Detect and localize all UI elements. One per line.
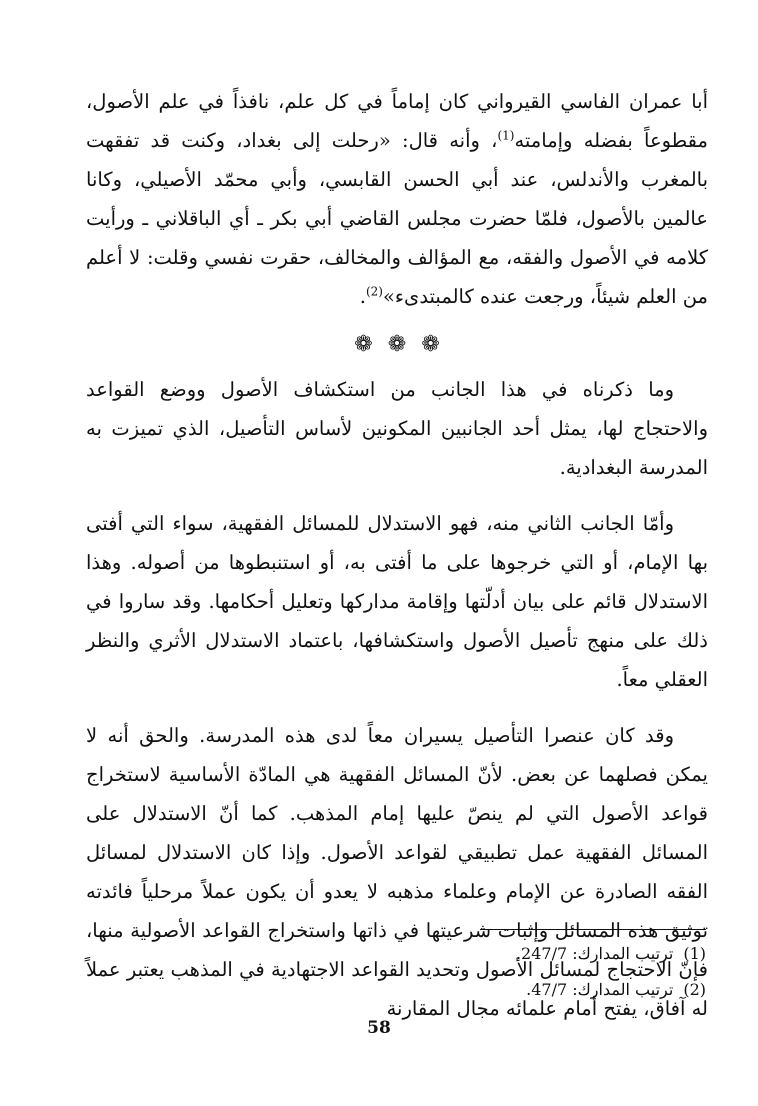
footnote-divider	[480, 929, 706, 930]
paragraph-continuation	[86, 82, 708, 316]
section-separator	[86, 320, 708, 370]
footnote-1-text: ترتيب المدارك: 247/7.	[515, 944, 674, 963]
paragraph-1-text-start: أبا عمران الفاسي القيرواني كان إماماً في كل علم، نافذاً في علم الأصول، مقطوعاً بفضله وإمامته	[86, 90, 708, 152]
paragraph-4: وقد كان عنصرا التأصيل يسيران معاً لدى هذه المدرسة. والحق أنه لا يمكن فصلهما عن بعض. لأنّ المسائل الفقهية هي المادّة الأساسية لاستخراج قواعد الأصول التي لم ينصّ عليها إمام المذهب. كما أنّ الاستدلال على المسائل الفقهية عمل تطبيقي لقواعد الأصول. وإذا كان الاستدلال لمسائل الفقه الصادرة عن الإمام وعلماء مذهبه لا يعدو أن يكون عملاً مرحلياً فائدته توثيق هذه المسائل وإثبات شرعيتها في ذاتها واستخراج القواعد الأصولية منها، فإنّ الاحتجاج لمسائل الأصول وتحديد القواعد الاجتهادية في المذهب يعتبر عملاً له آفاق، يفتح أمام علمائه مجال المقارنة	[86, 724, 708, 1020]
page-body	[86, 82, 708, 1028]
footnote-reference-1[interactable]: (1)	[497, 128, 515, 143]
paragraph-2: وما ذكرناه في هذا الجانب من استكشاف الأصول ووضع القواعد والاحتجاج لها، يمثل أحد الجانبين المكونين لأساس التأصيل، الذي تميزت به المدرسة البغدادية.	[86, 378, 708, 479]
footnote-1	[306, 936, 706, 972]
footnote-2-text: ترتيب المدارك: 47/7.	[526, 980, 674, 999]
paragraph-1-text-end: .	[359, 285, 366, 308]
page-number: 58	[367, 1018, 391, 1038]
ornamental-flower-icon: ❁	[421, 332, 440, 357]
paragraph-3: وأمّا الجانب الثاني منه، فهو الاستدلال للمسائل الفقهية، سواء التي أفتى بها الإمام، أو التي خرجوها على ما أفتى به، أو استنبطوها من أصوله. وهذا الاستدلال قائم على بيان أدلّتها وإقامة مداركها وتعليل أحكامها. وقد ساروا في ذلك على منهج تأصيل الأصول واستكشافها، باعتماد الاستدلال الأثري والنظر العقلي معاً.	[86, 512, 708, 691]
footnote-1-number: (1)	[683, 944, 706, 963]
footnote-reference-2[interactable]: (2)	[365, 284, 383, 299]
ornamental-flower-icon: ❁	[387, 332, 407, 357]
footnote-2	[306, 972, 706, 1008]
footnote-2-number: (2)	[683, 980, 706, 999]
paragraph-1-text-middle: ، وأنه قال: «رحلت إلى بغداد، وكنت قد تفقهت بالمغرب والأندلس، عند أبي الحسن القابسي، وأبي محمّد الأصيلي، وكانا عالمين بالأصول، فلمّا حضرت مجلس القاضي أبي بكر ـ أي الباقلاني ـ ورأيت كلامه في الأصول والفقه، مع المؤالف والمخالف، حقرت نفسي وقلت: لا أعلم من العلم شيئاً، ورجعت عنده كالمبتدىء»	[86, 129, 708, 308]
ornamental-flower-icon: ❁	[354, 332, 373, 357]
footnotes	[306, 936, 706, 1008]
